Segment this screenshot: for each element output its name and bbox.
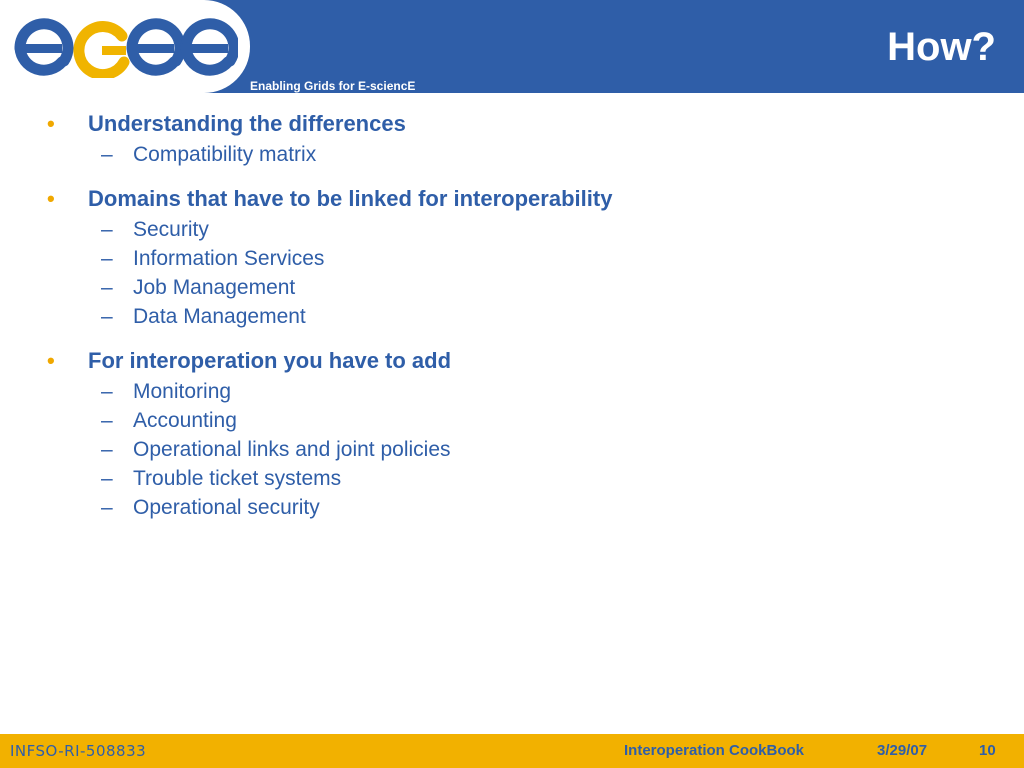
- bullet-marker: •: [47, 348, 55, 373]
- page-number: 10: [979, 742, 996, 759]
- egee-logo: [14, 18, 238, 78]
- bullet-group: [0, 183, 1024, 331]
- sub-marker: –: [101, 305, 113, 328]
- sub-item: [0, 493, 1024, 522]
- presentation-title: Interoperation CookBook: [624, 742, 805, 759]
- sub-item: [0, 215, 1024, 244]
- sub-text: Data Management: [133, 305, 306, 328]
- slide-footer: [0, 734, 1024, 768]
- sub-marker: –: [101, 247, 113, 270]
- slide-header: [0, 0, 1024, 93]
- bullet-group: [0, 345, 1024, 522]
- sub-marker: –: [101, 467, 113, 490]
- bullet-marker: •: [47, 111, 55, 136]
- bullet-item: [0, 345, 1024, 377]
- sub-text: Information Services: [133, 247, 325, 270]
- sub-marker: –: [101, 438, 113, 461]
- sub-text: Monitoring: [133, 380, 232, 403]
- slide-content: [0, 108, 1024, 536]
- sub-marker: –: [101, 409, 113, 432]
- bullet-text: Domains that have to be linked for interoperability: [88, 186, 613, 211]
- bullet-item: [0, 183, 1024, 215]
- sub-marker: –: [101, 496, 113, 519]
- sub-marker: –: [101, 143, 113, 166]
- sub-text: Trouble ticket systems: [133, 467, 342, 490]
- sub-marker: –: [101, 276, 113, 299]
- bullet-text: For interoperation you have to add: [88, 348, 452, 373]
- slide-title: How?: [887, 25, 996, 69]
- logo-letter-e1: [20, 24, 68, 70]
- bullet-item: [0, 108, 1024, 140]
- sub-item: [0, 406, 1024, 435]
- logo-letter-e2: [132, 24, 180, 70]
- sub-marker: –: [101, 380, 113, 403]
- sub-text: Security: [133, 218, 209, 241]
- sub-text: Operational links and joint policies: [133, 438, 451, 461]
- sub-item: [0, 464, 1024, 493]
- sub-marker: –: [101, 218, 113, 241]
- project-code: INFSO-RI-508833: [10, 742, 147, 760]
- bullet-text: Understanding the differences: [88, 111, 406, 136]
- sub-item: [0, 140, 1024, 169]
- sub-text: Operational security: [133, 496, 320, 519]
- sub-text: Job Management: [133, 276, 296, 299]
- logo-letter-g: [79, 27, 126, 75]
- logo-letter-e3: [186, 24, 234, 70]
- sub-item: [0, 377, 1024, 406]
- sub-item: [0, 435, 1024, 464]
- bullet-group: [0, 108, 1024, 169]
- sub-item: [0, 273, 1024, 302]
- sub-text: Compatibility matrix: [133, 143, 317, 166]
- sub-item: [0, 302, 1024, 331]
- bullet-marker: •: [47, 186, 55, 211]
- tagline: Enabling Grids for E-sciencE: [250, 79, 416, 93]
- sub-item: [0, 244, 1024, 273]
- sub-text: Accounting: [133, 409, 237, 432]
- slide-date: 3/29/07: [877, 742, 928, 759]
- logo-area: [0, 0, 250, 93]
